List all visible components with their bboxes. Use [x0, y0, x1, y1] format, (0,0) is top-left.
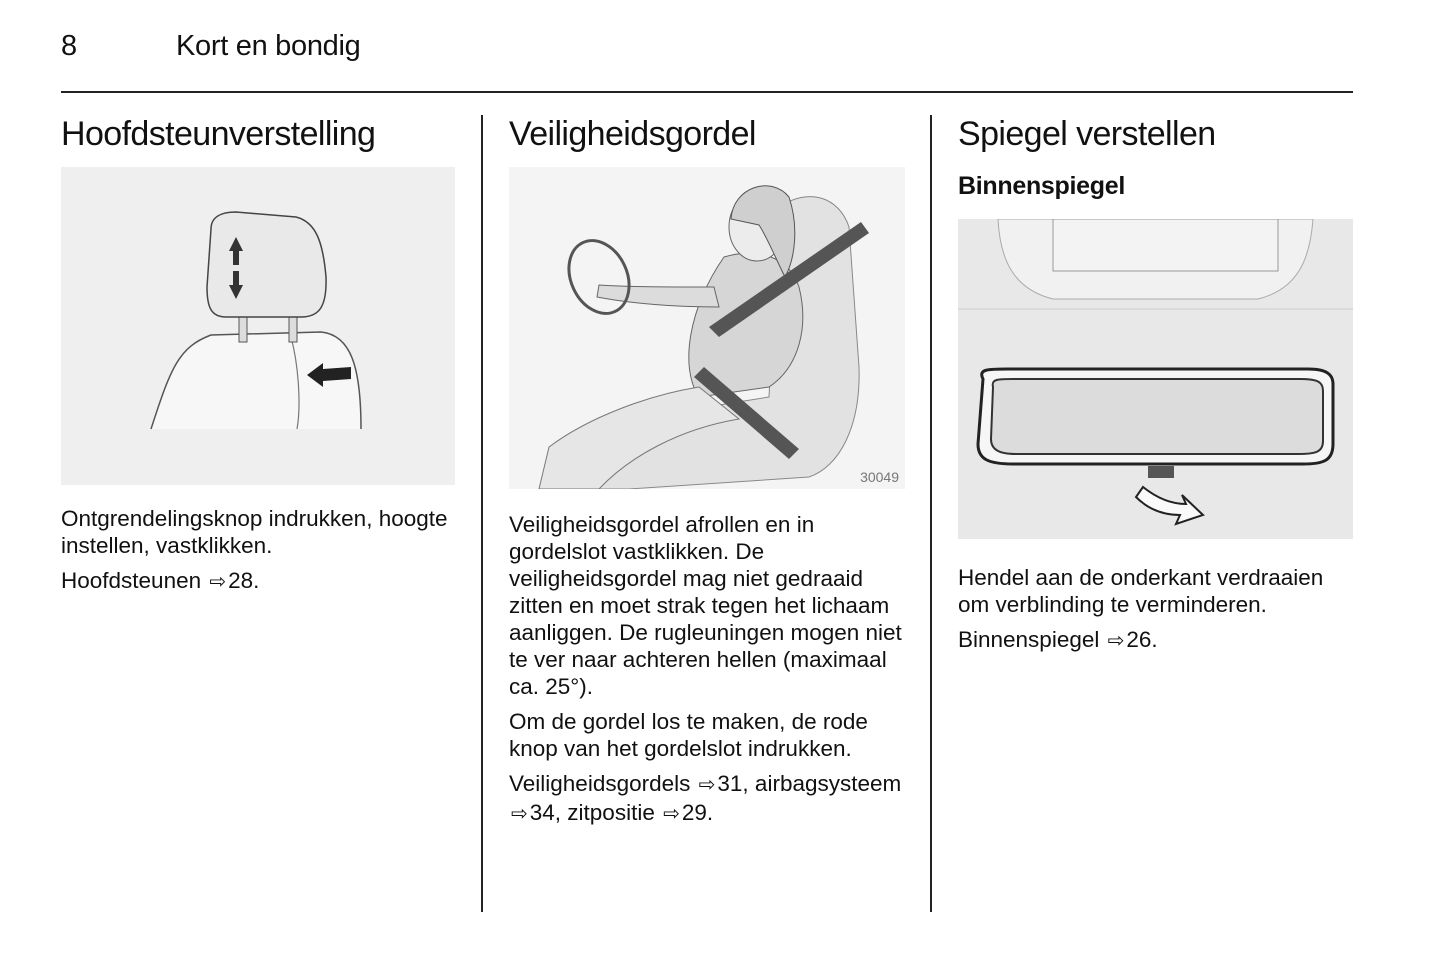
arrow-ref-icon: ⇨	[209, 571, 227, 593]
column-divider	[481, 115, 483, 912]
headrest-illustration	[61, 167, 455, 485]
reference-page[interactable]: 26.	[1126, 627, 1158, 652]
header-rule	[61, 91, 1353, 93]
section-heading: Spiegel verstellen	[958, 115, 1216, 153]
paragraph: Om de gordel los te maken, de rode knop van het gordelslot indrukken.	[509, 709, 868, 761]
section-text	[958, 564, 1358, 663]
arrow-ref-icon: ⇨	[1107, 630, 1125, 652]
arrow-ref-icon: ⇨	[698, 774, 716, 796]
paragraph: Veiligheidsgordel afrollen en in gordelslot vastklikken. De veiligheidsgordel mag niet gedraaid zitten en moet strak tegen het lichaam aanliggen. De rugleuningen mogen niet te ver naar achteren hellen (maximaal ca. 25°).	[509, 512, 902, 699]
seatbelt-illustration	[509, 167, 905, 489]
section-heading: Veiligheidsgordel	[509, 115, 756, 153]
reference-link[interactable]: Binnenspiegel	[958, 627, 1100, 652]
arrow-ref-icon: ⇨	[663, 803, 680, 825]
reference-link[interactable]: Hoofdsteunen	[61, 568, 202, 593]
section-mirror	[958, 112, 1358, 202]
column-divider	[930, 115, 932, 912]
reference-page[interactable]: 31, airbagsysteem	[717, 771, 902, 796]
reference-line	[61, 567, 461, 596]
reference-page[interactable]: 34, zitpositie	[529, 800, 655, 825]
paragraph: Ontgrendelingsknop indrukken, hoogte instellen, vastklikken.	[61, 506, 448, 558]
section-subheading: Binnenspiegel	[958, 172, 1125, 200]
section-text	[509, 511, 909, 836]
section-text	[61, 505, 461, 604]
chapter-title: Kort en bondig	[176, 30, 361, 62]
section-heading: Hoofdsteunverstelling	[61, 115, 376, 153]
rearview-mirror-illustration	[958, 219, 1353, 539]
reference-link[interactable]: Veiligheidsgordels	[509, 771, 691, 796]
page-number: 8	[61, 30, 78, 62]
section-headrest	[61, 112, 461, 156]
reference-line	[509, 770, 909, 828]
reference-page[interactable]: 28.	[228, 568, 260, 593]
section-seatbelt	[509, 112, 909, 156]
figure-code: 30049	[860, 469, 899, 485]
paragraph: Hendel aan de onderkant verdraaien om verblinding te verminderen.	[958, 565, 1324, 617]
reference-line	[958, 626, 1358, 655]
reference-page[interactable]: 29.	[681, 800, 714, 825]
arrow-ref-icon: ⇨	[511, 803, 528, 825]
